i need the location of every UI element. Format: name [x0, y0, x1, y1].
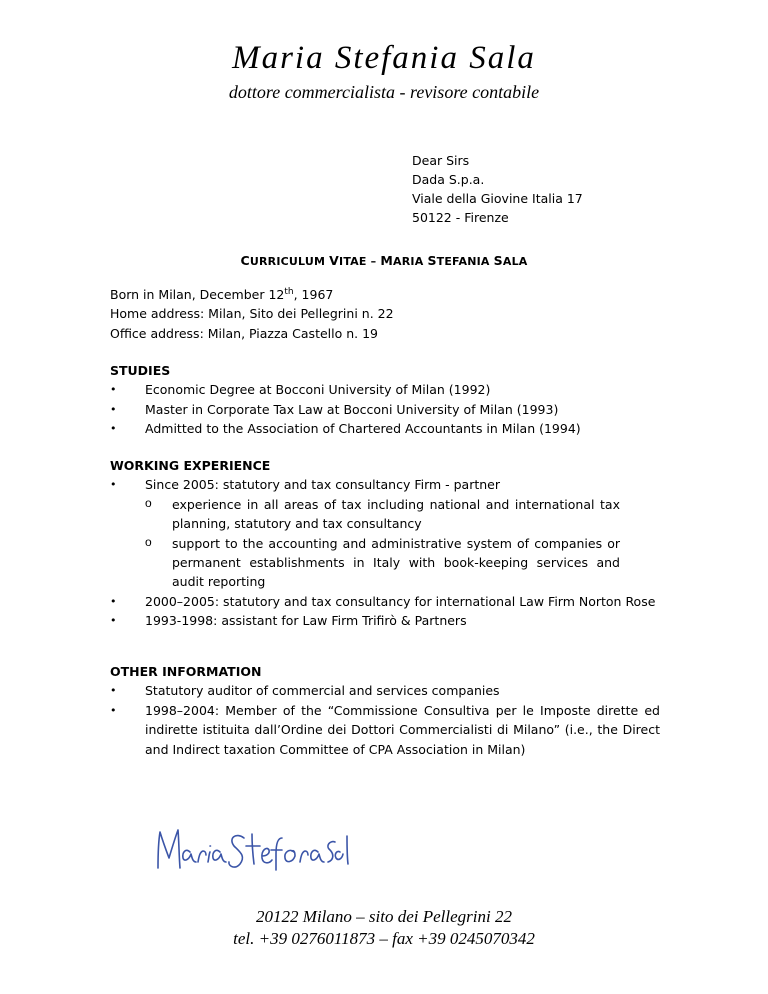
list-item [110, 475, 660, 591]
cv-heading [0, 253, 768, 268]
studies-section [110, 361, 660, 439]
list-item: • 2000–2005: statutory and tax consultancy for international Law Firm Norton Rose [110, 592, 660, 611]
sub-list [145, 495, 660, 592]
list-item: • Admitted to the Association of Chartered Accountants in Milan (1994) [110, 419, 660, 438]
sub-list-item: o experience in all areas of tax including national and international tax planning, statutory and tax consultancy [145, 495, 660, 534]
list-item: • Statutory auditor of commercial and services companies [110, 681, 660, 700]
cv-heading-letter: S [427, 253, 437, 268]
cv-heading-letter: S [493, 253, 503, 268]
list-item: • Master in Corporate Tax Law at Bocconi University of Milan (1993) [110, 400, 660, 419]
working-experience-section [110, 456, 660, 631]
list-item-text: • Since 2005: statutory and tax consultancy Firm - partner [145, 477, 501, 493]
handwritten-signature [150, 820, 350, 880]
author-name: Maria Stefania Sala [232, 40, 536, 76]
other-list [110, 681, 660, 759]
addressee-line: Dear Sirs [412, 153, 470, 168]
cv-heading-word: ARIA [393, 255, 424, 268]
addressee-block [412, 151, 583, 227]
addressee-line: Dada S.p.a. [412, 172, 485, 187]
cv-heading-word: URRICULUM [249, 255, 326, 268]
cv-heading-word: ITAE [339, 255, 367, 268]
cv-heading-letter: V [329, 253, 340, 268]
sub-list-item: o support to the accounting and administrative system of companies or permanent establishments in Italy with book-keeping services and audit reporting [145, 534, 660, 592]
cv-heading-separator: – [366, 255, 381, 268]
section-title-working: WORKING EXPERIENCE [110, 458, 271, 473]
birth-ordinal: th [284, 286, 294, 297]
studies-list [110, 380, 660, 438]
list-item: • Economic Degree at Bocconi University of Milan (1992) [110, 380, 660, 399]
list-item: • 1998–2004: Member of the “Commissione Consultiva per le Imposte dirette ed indirette istituita dall’Ordine dei Dottori Commercialisti di Milano” (i.e., the Direct and Indirect taxation Committee of CPA Association in Milan) [110, 701, 660, 759]
addressee-line: Viale della Giovine Italia 17 [412, 191, 583, 206]
footer-contacts: tel. +39 0276011873 – fax +39 0245070342 [233, 929, 535, 948]
cv-heading-word: ALA [502, 255, 528, 268]
other-information-section [110, 662, 660, 759]
birth-year: , 1967 [293, 287, 334, 302]
home-address: Home address: Milan, Sito dei Pellegrini n. 22 [110, 306, 394, 322]
cv-heading-letter: M [380, 253, 394, 268]
working-list [110, 475, 660, 630]
list-item: • 1993-1998: assistant for Law Firm Trifirò & Partners [110, 611, 660, 630]
cv-heading-word: TEFANIA [436, 255, 490, 268]
birth-text: Born in Milan, December 12 [110, 287, 285, 302]
section-title-other: OTHER INFORMATION [110, 664, 262, 679]
office-address: Office address: Milan, Piazza Castello n. 19 [110, 325, 378, 341]
footer [0, 906, 768, 950]
footer-address: 20122 Milano – sito dei Pellegrini 22 [256, 907, 512, 926]
addressee-line: 50122 - Firenze [412, 210, 509, 225]
birth-line [110, 285, 660, 304]
personal-info [110, 285, 660, 343]
cv-heading-letter: C [240, 253, 250, 268]
section-title-studies: STUDIES [110, 363, 171, 378]
author-profession: dottore commercialista - revisore contabile [228, 82, 540, 102]
